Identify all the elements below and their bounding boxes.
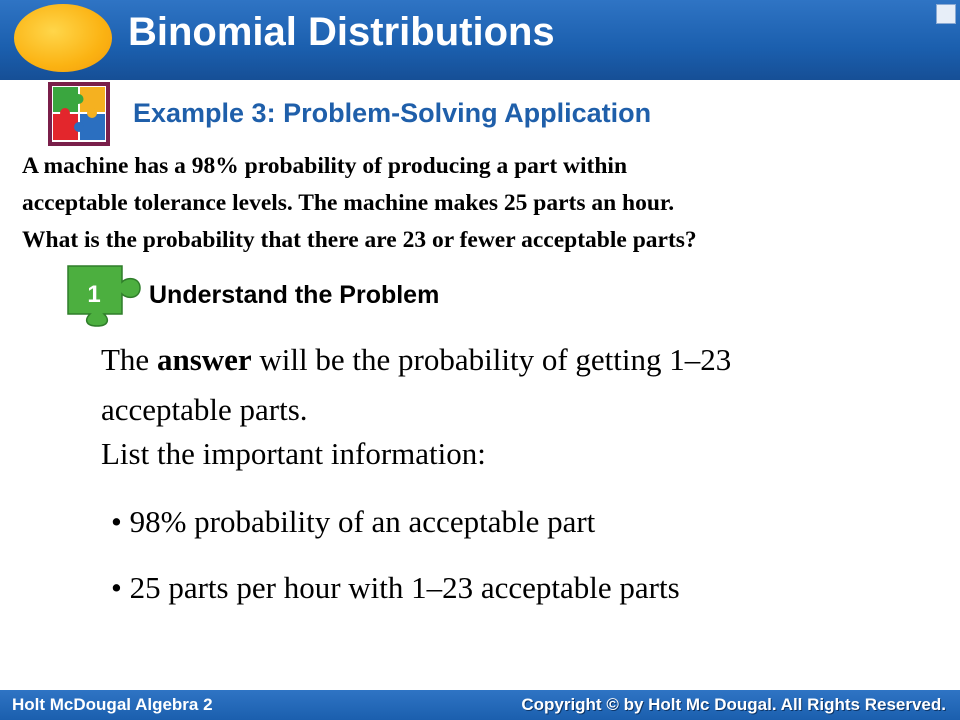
answer-text-line2: acceptable parts. (101, 392, 308, 427)
problem-line: A machine has a 98% probability of producing a part within (22, 153, 628, 179)
list-intro: List the important information: (101, 436, 486, 471)
bullet-item: • 98% probability of an acceptable part (111, 504, 596, 539)
answer-paragraph (101, 335, 731, 435)
step-label: Understand the Problem (149, 281, 440, 309)
step-one-puzzle-icon (64, 264, 144, 328)
footer-course: Holt McDougal Algebra 2 (12, 695, 213, 714)
orange-oval-decoration (14, 4, 112, 72)
problem-line: acceptable tolerance levels. The machine makes 25 parts an hour. (22, 190, 675, 216)
example-title: Example 3: Problem-Solving Application (133, 98, 652, 128)
footer-bar (0, 690, 960, 720)
answer-text-post: will be the probability of getting 1–23 (251, 342, 732, 377)
answer-keyword: answer (156, 342, 252, 377)
footer-copyright: Copyright © by Holt Mc Dougal. All Rights Reserved. (521, 695, 946, 714)
step-number: 1 (87, 281, 101, 308)
corner-square-icon (936, 4, 956, 24)
header-bar (0, 0, 960, 80)
answer-text-pre: The (101, 342, 157, 377)
problem-statement (22, 148, 952, 259)
problem-line: What is the probability that there are 23 or fewer acceptable parts? (22, 227, 697, 253)
page-title: Binomial Distributions (128, 10, 555, 54)
bullet-item: • 25 parts per hour with 1–23 acceptable parts (111, 570, 680, 605)
puzzle-icon (48, 82, 110, 146)
